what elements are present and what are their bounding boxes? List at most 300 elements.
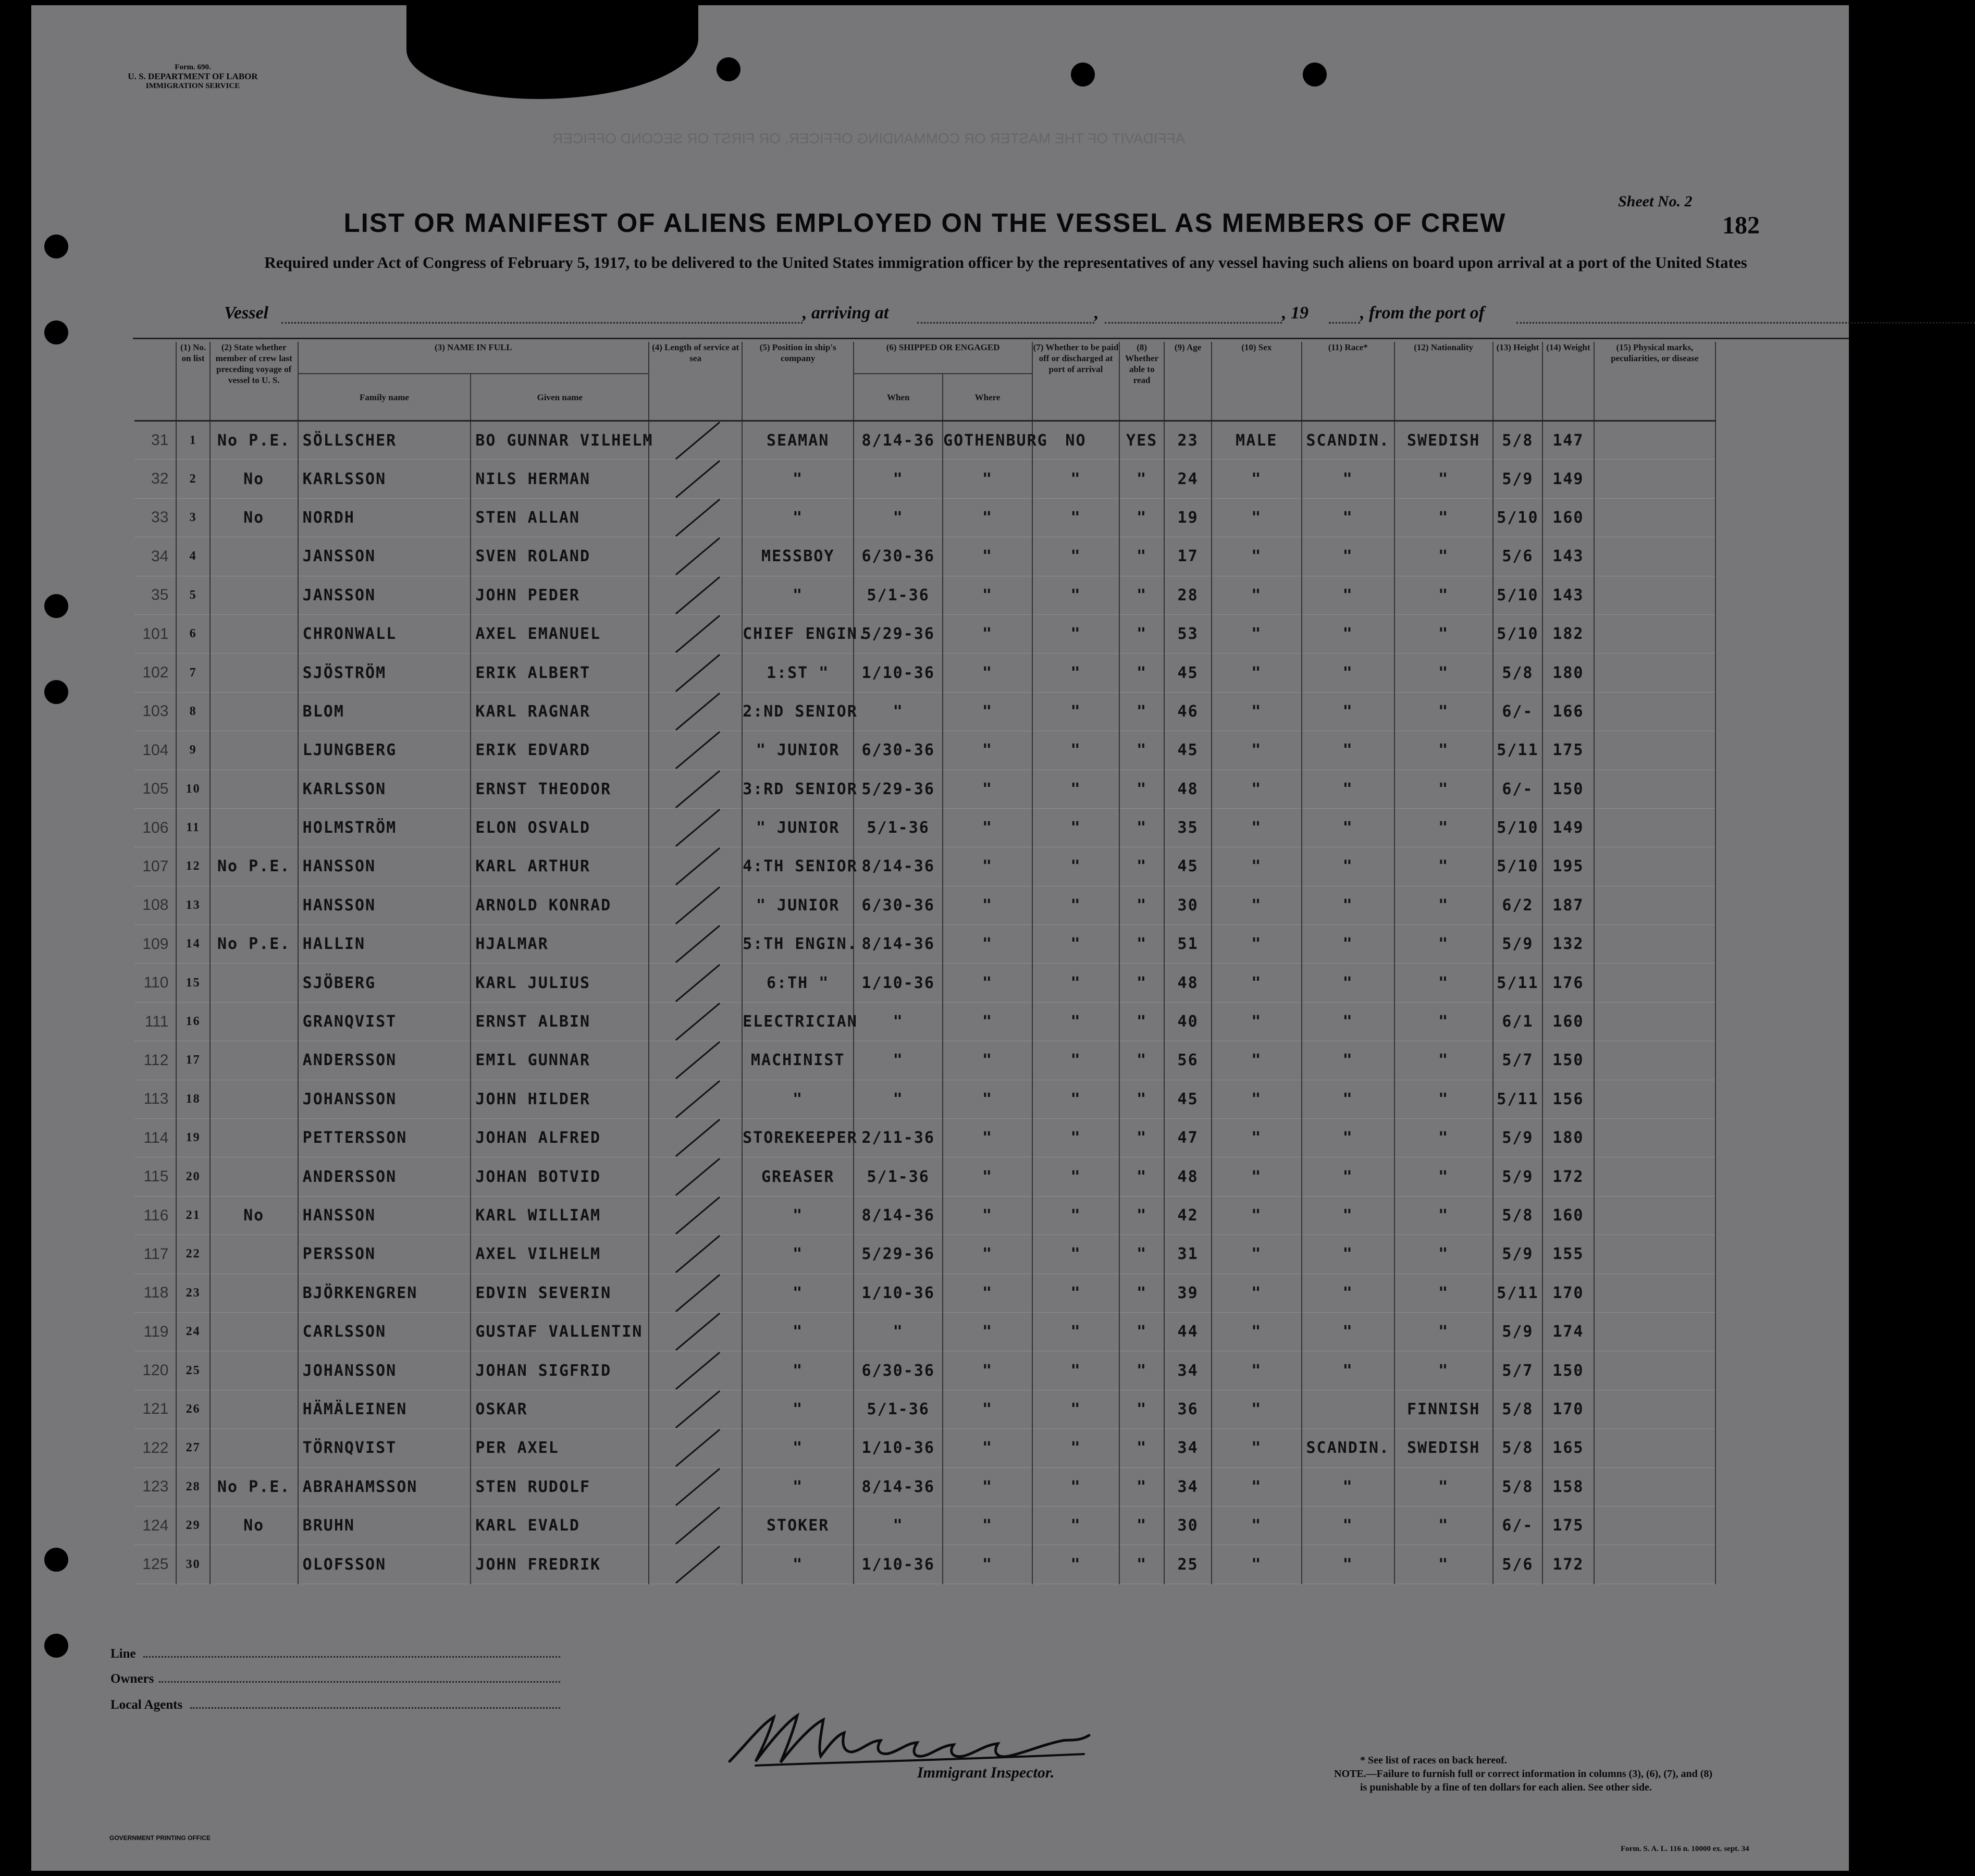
- row-service-tick: [649, 1390, 742, 1428]
- vessel-line: Vessel , arriving at , , 19 , from the port of: [224, 303, 1840, 326]
- row-line-number: 117: [134, 1235, 176, 1274]
- date-field: [1105, 322, 1282, 324]
- row-shipped-when: 6/30-36: [854, 1351, 943, 1390]
- row-physical-marks: [1594, 1545, 1715, 1584]
- col-given-name-header: Given name: [471, 374, 649, 421]
- row-family-name: NORDH: [298, 498, 471, 537]
- row-given-name: ERIK EDVARD: [471, 731, 649, 770]
- row-line-number: 103: [134, 692, 176, 731]
- col-nationality-header: (12) Nationality: [1394, 342, 1493, 421]
- row-shipped-when: 2/11-36: [854, 1119, 943, 1157]
- row-family-name: ANDERSSON: [298, 1157, 471, 1196]
- row-service-tick: [649, 576, 742, 614]
- row-height: 5/8: [1493, 1467, 1543, 1506]
- row-height: 5/9: [1493, 1235, 1543, 1274]
- row-list-number: 12: [176, 847, 209, 886]
- row-physical-marks: [1594, 1274, 1715, 1312]
- row-given-name: KARL WILLIAM: [471, 1196, 649, 1235]
- row-list-number: 5: [176, 576, 209, 614]
- arriving-label: , arriving at: [803, 303, 889, 323]
- row-height: 5/8: [1493, 421, 1543, 460]
- row-list-number: 4: [176, 537, 209, 576]
- table-row: [134, 1429, 1715, 1467]
- tick-mark: [675, 1546, 720, 1584]
- row-list-number: 6: [176, 614, 209, 653]
- row-weight: 160: [1542, 1196, 1594, 1235]
- row-able-to-read: ": [1119, 964, 1164, 1002]
- row-line-number: 118: [134, 1274, 176, 1312]
- row-height: 5/9: [1493, 1312, 1543, 1351]
- row-height: 5/9: [1493, 925, 1543, 964]
- row-list-number: 20: [176, 1157, 209, 1196]
- row-weight: 156: [1542, 1080, 1594, 1118]
- row-position: ": [742, 460, 854, 498]
- row-shipped-where: ": [943, 1119, 1032, 1157]
- row-family-name: JOHANSSON: [298, 1080, 471, 1118]
- col-where-header: Where: [943, 374, 1032, 421]
- row-sex: ": [1212, 537, 1302, 576]
- row-paid-off: ": [1032, 1196, 1119, 1235]
- tick-mark: [675, 731, 720, 769]
- row-given-name: JOHN PEDER: [471, 576, 649, 614]
- row-given-name: JOHN FREDRIK: [471, 1545, 649, 1584]
- row-physical-marks: [1594, 1157, 1715, 1196]
- table-row: [134, 770, 1715, 808]
- row-list-number: 29: [176, 1506, 209, 1545]
- row-line-number: 104: [134, 731, 176, 770]
- row-paid-off: ": [1032, 1041, 1119, 1080]
- row-family-name: OLOFSSON: [298, 1545, 471, 1584]
- row-nationality: ": [1394, 498, 1493, 537]
- row-race: ": [1302, 1157, 1394, 1196]
- table-row: [134, 421, 1715, 460]
- row-paid-off: ": [1032, 498, 1119, 537]
- row-line-number: 119: [134, 1312, 176, 1351]
- row-race: ": [1302, 1080, 1394, 1118]
- row-sex: ": [1212, 1157, 1302, 1196]
- row-shipped-where: ": [943, 653, 1032, 692]
- row-race: ": [1302, 808, 1394, 847]
- row-paid-off: ": [1032, 614, 1119, 653]
- bleed-through-text: AFFIDAVIT OF THE MASTER OR COMMANDING OFFICER, OR FIRST OR SECOND OFFICER: [552, 130, 1186, 146]
- row-prev-voyage: [210, 1390, 298, 1428]
- table-row: [134, 498, 1715, 537]
- row-service-tick: [649, 498, 742, 537]
- row-shipped-when: 5/29-36: [854, 614, 943, 653]
- service-name: IMMIGRATION SERVICE: [145, 82, 240, 90]
- row-height: 5/6: [1493, 1545, 1543, 1584]
- row-age: 36: [1164, 1390, 1211, 1428]
- row-line-number: 113: [134, 1080, 176, 1118]
- row-able-to-read: ": [1119, 1351, 1164, 1390]
- row-age: 47: [1164, 1119, 1211, 1157]
- col-name-header: (3) NAME IN FULL: [298, 342, 649, 374]
- row-prev-voyage: [210, 1274, 298, 1312]
- row-service-tick: [649, 1545, 742, 1584]
- col-when-header: When: [854, 374, 943, 421]
- owners-field: [159, 1676, 560, 1683]
- row-sex: ": [1212, 1467, 1302, 1506]
- table-row: [134, 1274, 1715, 1312]
- row-line-number: 125: [134, 1545, 176, 1584]
- row-sex: ": [1212, 1351, 1302, 1390]
- row-prev-voyage: No: [210, 1196, 298, 1235]
- row-physical-marks: [1594, 847, 1715, 886]
- inspector-signature: [724, 1704, 1100, 1774]
- row-age: 48: [1164, 964, 1211, 1002]
- row-age: 31: [1164, 1235, 1211, 1274]
- row-nationality: SWEDISH: [1394, 1429, 1493, 1467]
- row-paid-off: ": [1032, 1080, 1119, 1118]
- row-paid-off: ": [1032, 460, 1119, 498]
- row-given-name: KARL RAGNAR: [471, 692, 649, 731]
- row-shipped-where: ": [943, 1390, 1032, 1428]
- row-shipped-where: ": [943, 731, 1032, 770]
- row-service-tick: [649, 1196, 742, 1235]
- row-list-number: 8: [176, 692, 209, 731]
- row-family-name: CARLSSON: [298, 1312, 471, 1351]
- row-position: ": [742, 1351, 854, 1390]
- row-list-number: 13: [176, 886, 209, 924]
- row-paid-off: ": [1032, 692, 1119, 731]
- row-physical-marks: [1594, 1351, 1715, 1390]
- row-able-to-read: ": [1119, 460, 1164, 498]
- row-position: ": [742, 1196, 854, 1235]
- row-shipped-when: ": [854, 1080, 943, 1118]
- row-list-number: 3: [176, 498, 209, 537]
- row-nationality: ": [1394, 1119, 1493, 1157]
- row-line-number: 107: [134, 847, 176, 886]
- row-family-name: LJUNGBERG: [298, 731, 471, 770]
- row-family-name: GRANQVIST: [298, 1002, 471, 1041]
- row-paid-off: ": [1032, 1467, 1119, 1506]
- row-able-to-read: ": [1119, 1312, 1164, 1351]
- row-service-tick: [649, 1041, 742, 1080]
- row-height: 6/-: [1493, 1506, 1543, 1545]
- row-shipped-where: ": [943, 1312, 1032, 1351]
- row-race: ": [1302, 498, 1394, 537]
- row-physical-marks: [1594, 1506, 1715, 1545]
- row-nationality: SWEDISH: [1394, 421, 1493, 460]
- row-line-number: 124: [134, 1506, 176, 1545]
- row-shipped-when: ": [854, 692, 943, 731]
- row-race: ": [1302, 653, 1394, 692]
- punch-hole: [1303, 63, 1327, 87]
- row-nationality: ": [1394, 1274, 1493, 1312]
- row-line-number: 106: [134, 808, 176, 847]
- row-prev-voyage: [210, 886, 298, 924]
- row-race: ": [1302, 460, 1394, 498]
- row-height: 6/-: [1493, 770, 1543, 808]
- row-shipped-where: ": [943, 1429, 1032, 1467]
- row-prev-voyage: No P.E.: [210, 1467, 298, 1506]
- row-paid-off: ": [1032, 1157, 1119, 1196]
- punch-hole: [44, 1548, 68, 1572]
- row-weight: 143: [1542, 537, 1594, 576]
- line-field: [143, 1651, 560, 1658]
- table-row: [134, 964, 1715, 1002]
- row-shipped-when: 1/10-36: [854, 964, 943, 1002]
- row-shipped-where: ": [943, 1351, 1032, 1390]
- row-physical-marks: [1594, 498, 1715, 537]
- tick-mark: [675, 809, 720, 847]
- row-line-number: 108: [134, 886, 176, 924]
- row-given-name: AXEL EMANUEL: [471, 614, 649, 653]
- row-position: CHIEF ENGIN.: [742, 614, 854, 653]
- row-service-tick: [649, 1467, 742, 1506]
- row-paid-off: NO: [1032, 421, 1119, 460]
- tick-mark: [675, 1041, 720, 1079]
- row-able-to-read: ": [1119, 1390, 1164, 1428]
- col-weight-header: (14) Weight: [1542, 342, 1594, 421]
- row-weight: 150: [1542, 770, 1594, 808]
- signature-scrawl: [724, 1704, 1100, 1772]
- row-weight: 147: [1542, 421, 1594, 460]
- row-able-to-read: ": [1119, 614, 1164, 653]
- row-position: 3:RD SENIOR: [742, 770, 854, 808]
- row-weight: 182: [1542, 614, 1594, 653]
- row-position: STOREKEEPER: [742, 1119, 854, 1157]
- punch-hole: [44, 320, 68, 344]
- row-prev-voyage: [210, 1080, 298, 1118]
- row-physical-marks: [1594, 576, 1715, 614]
- row-sex: ": [1212, 770, 1302, 808]
- row-paid-off: ": [1032, 1506, 1119, 1545]
- row-height: 5/7: [1493, 1351, 1543, 1390]
- row-sex: ": [1212, 1545, 1302, 1584]
- row-able-to-read: ": [1119, 692, 1164, 731]
- row-list-number: 15: [176, 964, 209, 1002]
- row-paid-off: ": [1032, 808, 1119, 847]
- row-able-to-read: ": [1119, 1235, 1164, 1274]
- row-line-number: 35: [134, 576, 176, 614]
- row-height: 5/10: [1493, 576, 1543, 614]
- row-family-name: JANSSON: [298, 576, 471, 614]
- row-age: 34: [1164, 1429, 1211, 1467]
- form-footer: Form. S. A. L. 116 n. 10000 ex. sept. 34: [1621, 1845, 1749, 1853]
- row-paid-off: ": [1032, 886, 1119, 924]
- row-sex: ": [1212, 1274, 1302, 1312]
- row-position: 4:TH SENIOR: [742, 847, 854, 886]
- row-weight: 176: [1542, 964, 1594, 1002]
- col-shipped-header: (6) SHIPPED OR ENGAGED: [854, 342, 1032, 374]
- row-sex: ": [1212, 1119, 1302, 1157]
- row-service-tick: [649, 925, 742, 964]
- row-age: 35: [1164, 808, 1211, 847]
- tick-mark: [675, 1158, 720, 1196]
- row-physical-marks: [1594, 1041, 1715, 1080]
- row-shipped-where: ": [943, 498, 1032, 537]
- row-service-tick: [649, 1080, 742, 1118]
- row-sex: ": [1212, 692, 1302, 731]
- manifest-sheet: [31, 5, 1849, 1871]
- row-paid-off: ": [1032, 1390, 1119, 1428]
- row-list-number: 18: [176, 1080, 209, 1118]
- row-able-to-read: ": [1119, 731, 1164, 770]
- tick-mark: [675, 1119, 720, 1157]
- row-given-name: JOHAN SIGFRID: [471, 1351, 649, 1390]
- row-race: ": [1302, 1235, 1394, 1274]
- table-row: [134, 731, 1715, 770]
- row-weight: 195: [1542, 847, 1594, 886]
- row-given-name: EMIL GUNNAR: [471, 1041, 649, 1080]
- row-list-number: 27: [176, 1429, 209, 1467]
- row-sex: ": [1212, 1429, 1302, 1467]
- row-prev-voyage: No: [210, 460, 298, 498]
- col-height-header: (13) Height: [1493, 342, 1543, 421]
- row-sex: ": [1212, 1196, 1302, 1235]
- row-shipped-when: ": [854, 1002, 943, 1041]
- row-list-number: 14: [176, 925, 209, 964]
- row-prev-voyage: [210, 1312, 298, 1351]
- row-weight: 180: [1542, 1119, 1594, 1157]
- row-physical-marks: [1594, 964, 1715, 1002]
- col-no-header: (1) No. on list: [176, 342, 209, 421]
- row-position: ": [742, 1429, 854, 1467]
- row-family-name: TÖRNQVIST: [298, 1429, 471, 1467]
- row-position: GREASER: [742, 1157, 854, 1196]
- row-physical-marks: [1594, 1002, 1715, 1041]
- row-age: 30: [1164, 1506, 1211, 1545]
- row-able-to-read: ": [1119, 1429, 1164, 1467]
- row-height: 6/-: [1493, 692, 1543, 731]
- row-given-name: KARL EVALD: [471, 1506, 649, 1545]
- row-weight: 149: [1542, 460, 1594, 498]
- row-nationality: ": [1394, 1312, 1493, 1351]
- torn-corner: [406, 0, 698, 99]
- tick-mark: [675, 693, 720, 731]
- row-family-name: HANSSON: [298, 1196, 471, 1235]
- tick-mark: [675, 1003, 720, 1041]
- row-race: ": [1302, 964, 1394, 1002]
- row-shipped-where: ": [943, 1467, 1032, 1506]
- row-given-name: KARL ARTHUR: [471, 847, 649, 886]
- row-weight: 180: [1542, 653, 1594, 692]
- row-list-number: 28: [176, 1467, 209, 1506]
- row-given-name: BO GUNNAR VILHELM: [471, 421, 649, 460]
- row-position: ": [742, 1545, 854, 1584]
- row-sex: ": [1212, 731, 1302, 770]
- table-row: [134, 1080, 1715, 1118]
- row-nationality: ": [1394, 1196, 1493, 1235]
- row-shipped-where: ": [943, 1080, 1032, 1118]
- row-shipped-where: ": [943, 886, 1032, 924]
- row-prev-voyage: [210, 692, 298, 731]
- row-list-number: 7: [176, 653, 209, 692]
- table-row: [134, 925, 1715, 964]
- row-able-to-read: ": [1119, 537, 1164, 576]
- row-given-name: STEN ALLAN: [471, 498, 649, 537]
- row-able-to-read: ": [1119, 1545, 1164, 1584]
- row-paid-off: ": [1032, 576, 1119, 614]
- row-able-to-read: ": [1119, 1119, 1164, 1157]
- row-age: 51: [1164, 925, 1211, 964]
- row-list-number: 2: [176, 460, 209, 498]
- row-service-tick: [649, 847, 742, 886]
- row-shipped-when: ": [854, 1506, 943, 1545]
- row-paid-off: ": [1032, 925, 1119, 964]
- row-line-number: 115: [134, 1157, 176, 1196]
- inspector-label: Immigrant Inspector.: [917, 1764, 1055, 1781]
- row-age: 19: [1164, 498, 1211, 537]
- row-shipped-where: ": [943, 964, 1032, 1002]
- row-service-tick: [649, 808, 742, 847]
- row-shipped-when: 6/30-36: [854, 537, 943, 576]
- row-weight: 175: [1542, 731, 1594, 770]
- row-prev-voyage: [210, 1545, 298, 1584]
- row-position: STOKER: [742, 1506, 854, 1545]
- row-position: 6:TH ": [742, 964, 854, 1002]
- row-prev-voyage: No: [210, 498, 298, 537]
- row-given-name: EDVIN SEVERIN: [471, 1274, 649, 1312]
- row-physical-marks: [1594, 692, 1715, 731]
- row-able-to-read: ": [1119, 886, 1164, 924]
- row-height: 5/8: [1493, 1196, 1543, 1235]
- row-position: ": [742, 1080, 854, 1118]
- row-race: ": [1302, 1351, 1394, 1390]
- row-weight: 172: [1542, 1545, 1594, 1584]
- punch-hole: [44, 594, 68, 618]
- row-paid-off: ": [1032, 847, 1119, 886]
- row-race: [1302, 1390, 1394, 1428]
- row-able-to-read: ": [1119, 1041, 1164, 1080]
- row-list-number: 16: [176, 1002, 209, 1041]
- row-weight: 166: [1542, 692, 1594, 731]
- row-shipped-where: ": [943, 1545, 1032, 1584]
- table-row: [134, 653, 1715, 692]
- row-given-name: JOHAN BOTVID: [471, 1157, 649, 1196]
- row-family-name: BLOM: [298, 692, 471, 731]
- row-service-tick: [649, 886, 742, 924]
- row-sex: ": [1212, 498, 1302, 537]
- row-weight: 187: [1542, 886, 1594, 924]
- row-shipped-when: 8/14-36: [854, 847, 943, 886]
- row-given-name: OSKAR: [471, 1390, 649, 1428]
- row-able-to-read: ": [1119, 925, 1164, 964]
- row-service-tick: [649, 1002, 742, 1041]
- row-age: 45: [1164, 731, 1211, 770]
- row-prev-voyage: [210, 1235, 298, 1274]
- row-weight: 174: [1542, 1312, 1594, 1351]
- row-given-name: NILS HERMAN: [471, 460, 649, 498]
- row-paid-off: ": [1032, 1429, 1119, 1467]
- row-family-name: JANSSON: [298, 537, 471, 576]
- row-nationality: FINNISH: [1394, 1390, 1493, 1428]
- row-age: 42: [1164, 1196, 1211, 1235]
- table-row: [134, 1390, 1715, 1428]
- row-nationality: ": [1394, 1157, 1493, 1196]
- row-weight: 160: [1542, 1002, 1594, 1041]
- row-weight: 170: [1542, 1274, 1594, 1312]
- row-line-number: 32: [134, 460, 176, 498]
- tick-mark: [675, 1468, 720, 1506]
- row-prev-voyage: [210, 964, 298, 1002]
- row-position: ": [742, 1235, 854, 1274]
- row-race: ": [1302, 1312, 1394, 1351]
- table-row: [134, 886, 1715, 924]
- row-service-tick: [649, 460, 742, 498]
- tick-mark: [675, 1080, 720, 1118]
- row-given-name: HJALMAR: [471, 925, 649, 964]
- row-line-number: 31: [134, 421, 176, 460]
- col-position-header: (5) Position in ship's company: [742, 342, 854, 421]
- row-given-name: JOHN HILDER: [471, 1080, 649, 1118]
- row-family-name: HALLIN: [298, 925, 471, 964]
- table-row: [134, 1312, 1715, 1351]
- row-able-to-read: ": [1119, 653, 1164, 692]
- row-service-tick: [649, 1506, 742, 1545]
- row-physical-marks: [1594, 925, 1715, 964]
